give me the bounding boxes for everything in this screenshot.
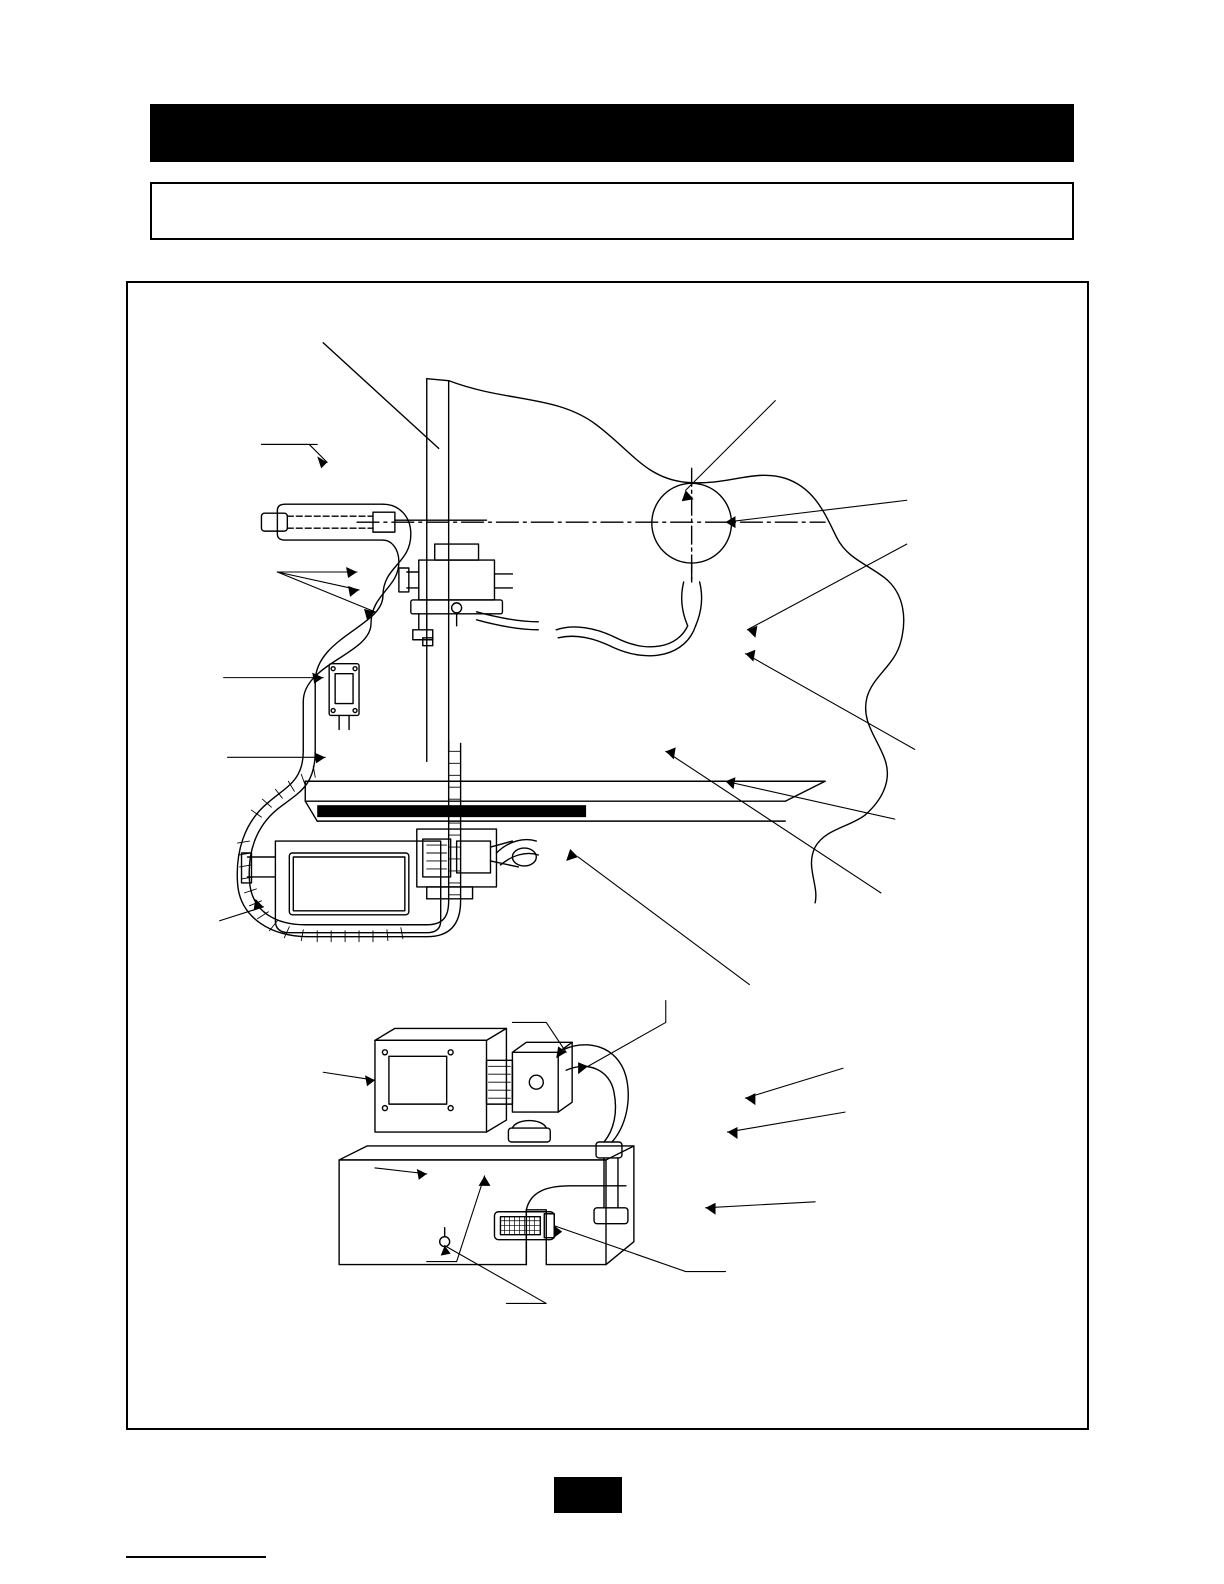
tank-top-face [339, 1146, 634, 1160]
pump-cover-inner [293, 857, 405, 911]
page-number-block [554, 1477, 622, 1513]
table-rail-end [785, 781, 825, 801]
motor-shaft [490, 841, 518, 867]
filler-cap-dome [512, 1121, 546, 1128]
technical-illustration [128, 283, 1087, 1428]
gauge-hose-upper-2 [696, 582, 702, 626]
fitting-small [423, 638, 433, 646]
valve-block-top [435, 544, 479, 560]
footer-rule [126, 1556, 266, 1558]
motor-screw-3 [382, 1106, 387, 1111]
hose-riser-outer [427, 741, 449, 924]
valve-stem-1 [419, 614, 427, 630]
machine-column-top [427, 379, 449, 381]
discharge-pipe-inner [566, 1066, 615, 1142]
figure-frame [126, 281, 1089, 1430]
junction-box-lead [339, 715, 349, 729]
gauge-hose-upper [682, 582, 688, 626]
motor-screw-1 [382, 1050, 387, 1055]
motor-screw-2 [448, 1050, 453, 1055]
motor-body-side [487, 1028, 507, 1132]
tank-right-face [606, 1146, 634, 1265]
pump-shaft-end [529, 1075, 543, 1089]
nozzle-body [261, 513, 287, 531]
rail-dark-band [317, 805, 586, 817]
strainer-mesh [500, 1217, 540, 1235]
pump-cover-panel [289, 853, 409, 915]
pump-head [512, 1052, 558, 1112]
motor-nameplate [389, 1056, 447, 1104]
motor-body-top [375, 1028, 506, 1040]
machine-body-outline-lower [811, 815, 864, 903]
coupling-fins [488, 1066, 510, 1098]
machine-body-outline [449, 381, 904, 815]
pump-base-outline [275, 841, 440, 933]
discharge-pipe-outer [558, 1045, 628, 1142]
motor-fan [512, 848, 536, 866]
document-subheader-box [150, 182, 1074, 240]
junction-box-screw-4 [353, 709, 357, 713]
valve-block [419, 560, 495, 600]
junction-box-face [335, 674, 353, 704]
valve-base-plate [411, 600, 503, 614]
discharge-lower-flange [594, 1208, 628, 1224]
leader-lines [220, 401, 915, 1304]
valve-knob [452, 603, 462, 613]
tank-recess-edge [526, 1186, 626, 1210]
discharge-flange [596, 1142, 622, 1158]
motor-body [457, 841, 491, 873]
conduit-lower-inner [237, 751, 307, 936]
leader-line [323, 343, 439, 449]
spray-tube-left [277, 510, 383, 540]
junction-box-screw-2 [353, 667, 357, 671]
filler-cap [508, 1128, 550, 1142]
arrowheads [253, 456, 757, 1255]
motor-body-detail [375, 1040, 487, 1132]
conduit-lower-outer [249, 751, 315, 924]
motor-fins [427, 845, 447, 869]
valve-port-right [494, 574, 512, 588]
motor-screw-4 [448, 1106, 453, 1111]
motor-foot [427, 887, 473, 899]
junction-box [329, 664, 359, 716]
document-header-bar [150, 104, 1074, 162]
spray-tube-left-top [277, 504, 383, 510]
hose-riser-inner [427, 743, 461, 936]
junction-box-screw-1 [331, 667, 335, 671]
junction-box-screw-3 [331, 709, 335, 713]
